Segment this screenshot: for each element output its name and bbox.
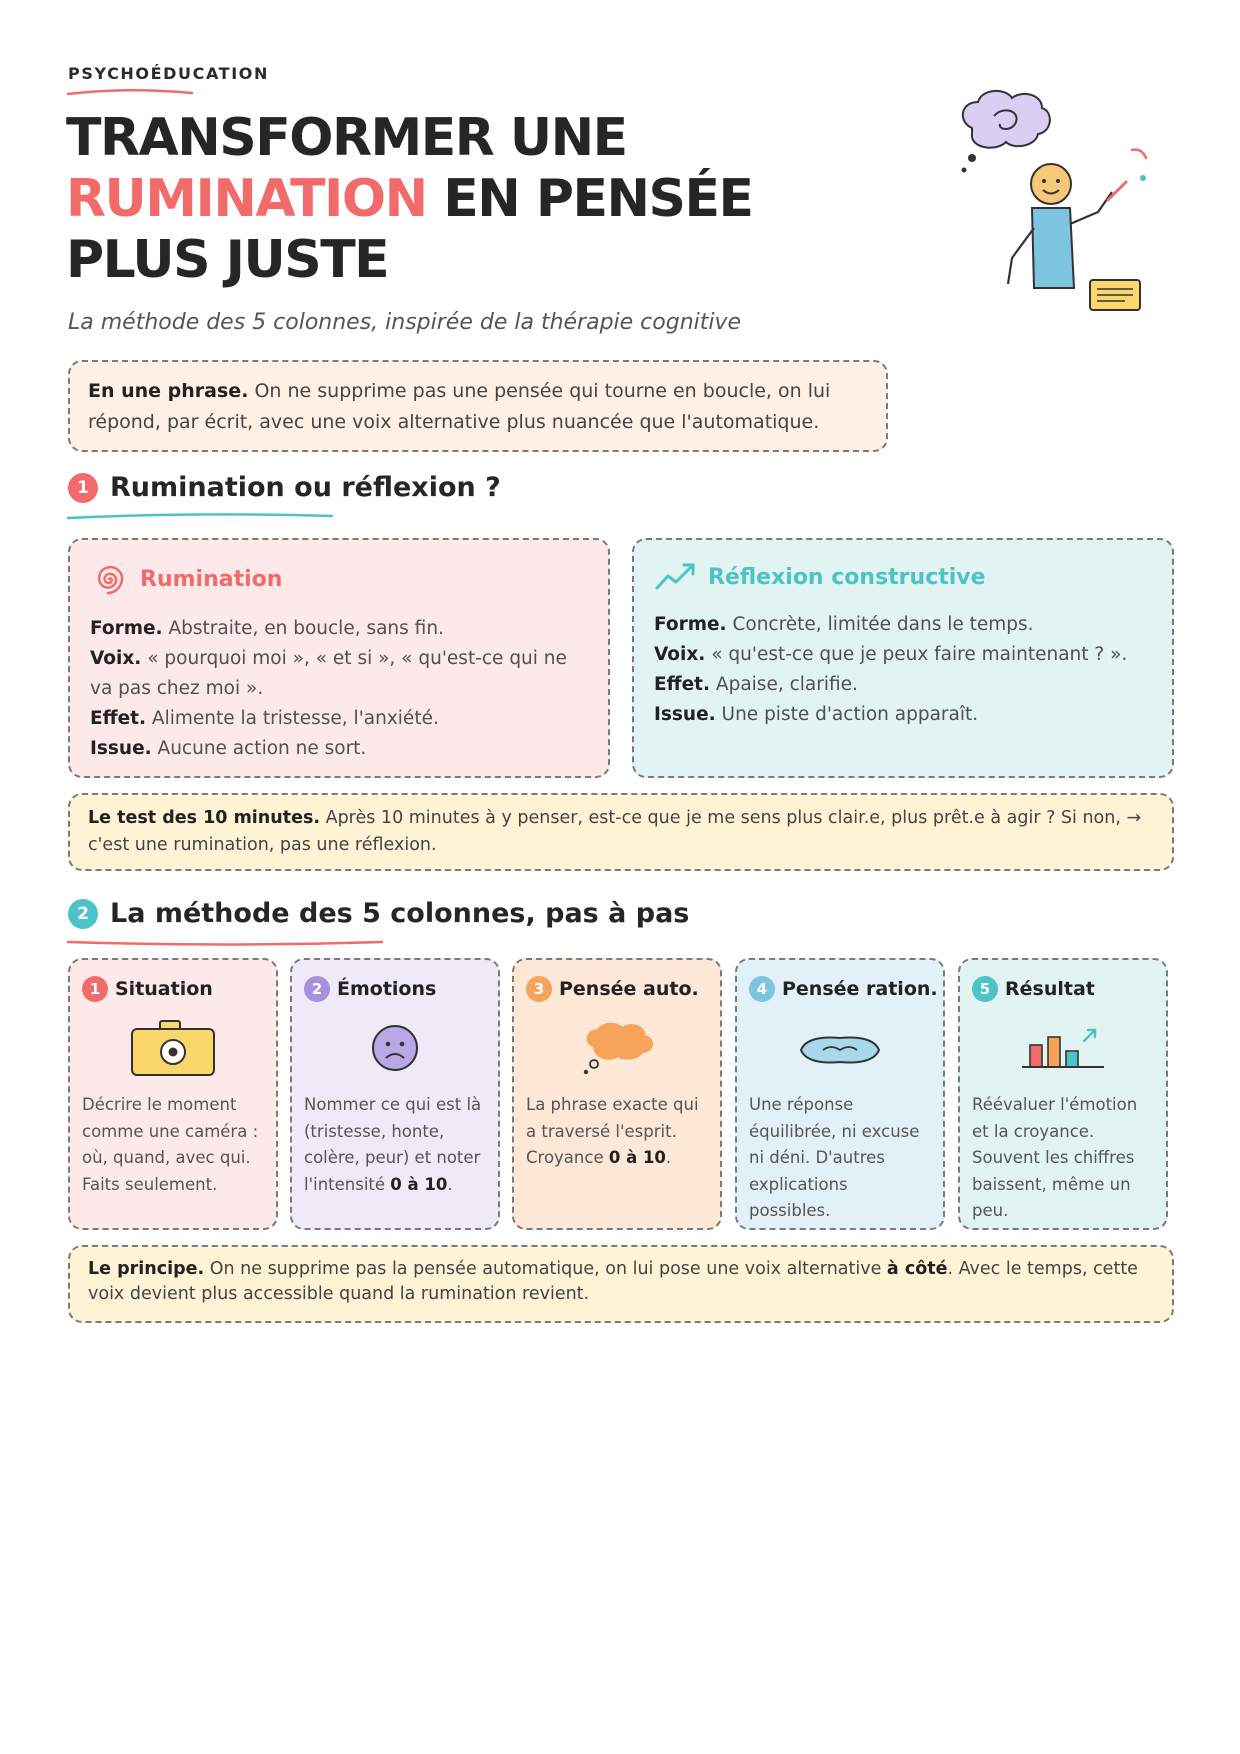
column-icon-wrap (82, 1004, 264, 1092)
column-text (82, 1092, 264, 1198)
title-line-3: PLUS JUSTE (66, 230, 389, 290)
column-number: 5 (972, 976, 998, 1002)
column-text (972, 1092, 1154, 1225)
row-text: « pourquoi moi », « et si », « qu'est-ce qui ne va pas chez moi ». (90, 648, 567, 699)
rumination-row-voix (90, 644, 588, 704)
title-line-1: TRANSFORMER UNE (66, 108, 627, 168)
ten-minute-test-text (88, 805, 1154, 859)
balance-icon (795, 1028, 885, 1068)
row-text: Abstraite, en boucle, sans fin. (162, 618, 444, 639)
column-bold: 0 à 10 (608, 1148, 666, 1167)
column-text (304, 1092, 486, 1198)
rumination-card (68, 538, 610, 778)
column-icon-wrap (749, 1004, 931, 1092)
title-accent-word: RUMINATION (66, 169, 427, 229)
spiral-icon (90, 560, 128, 598)
section-1-heading (68, 472, 501, 503)
column-icon-wrap (526, 1004, 708, 1092)
reflexion-card-header (654, 560, 1152, 594)
section-2-title: La méthode des 5 colonnes, pas à pas (110, 898, 690, 929)
column-number: 3 (526, 976, 552, 1002)
column-number: 1 (82, 976, 108, 1002)
eyebrow-label: PSYCHOÉDUCATION (68, 64, 269, 83)
row-text: Alimente la tristesse, l'anxiété. (146, 708, 439, 729)
column-header (82, 974, 264, 1004)
column-header (972, 974, 1154, 1004)
column-after: . (447, 1174, 453, 1194)
page-title (66, 108, 826, 291)
row-label: Issue. (90, 738, 152, 759)
column-title: Émotions (337, 978, 437, 1000)
row-label: Issue. (654, 704, 716, 725)
column-icon-wrap (304, 1004, 486, 1092)
reflexion-row-forme (654, 610, 1152, 640)
row-text: Une piste d'action apparaît. (715, 704, 979, 725)
column-resultat (958, 958, 1168, 1230)
section-1-underline (66, 512, 336, 522)
section-1-title: Rumination ou réflexion ? (110, 472, 501, 503)
section-1-number: 1 (68, 473, 98, 503)
sad-face-icon (369, 1022, 421, 1074)
rumination-title: Rumination (140, 566, 283, 592)
column-emotions (290, 958, 500, 1230)
column-number: 4 (749, 976, 775, 1002)
column-number: 2 (304, 976, 330, 1002)
rumination-row-issue (90, 734, 588, 764)
column-situation (68, 958, 278, 1230)
column-body: Une réponse équilibrée, ni excuse ni déni. D'autres explications possibles. (749, 1095, 920, 1220)
principle-body: On ne supprime pas la pensée automatique, on lui pose une voix alternative (204, 1259, 887, 1279)
column-header (304, 974, 486, 1004)
trend-up-icon (654, 560, 696, 594)
principle-after: . Avec le temps, cette voix devient plus accessible quand la rumination revient. (88, 1259, 1138, 1304)
title-line-2: EN PENSÉE (426, 169, 753, 229)
row-text: Apaise, clarifie. (710, 674, 858, 695)
summary-body: On ne supprime pas une pensée qui tourne en boucle, on lui répond, par écrit, avec une voix alternative plus nuancée que l'automatique. (88, 380, 831, 433)
summary-lead: En une phrase. (88, 380, 249, 402)
rumination-row-effet (90, 704, 588, 734)
column-title: Situation (115, 978, 213, 1000)
thought-bubble-icon (572, 1018, 662, 1078)
reflexion-row-effet (654, 670, 1152, 700)
column-pensee-auto (512, 958, 722, 1230)
principle-lead: Le principe. (88, 1259, 205, 1279)
principle-box (68, 1245, 1174, 1323)
test-body: Après 10 minutes à y penser, est-ce que je me sens plus clair.e, plus prêt.e à agir ? Si non, → c'est une rumination, pas une réflexion. (88, 808, 1142, 855)
column-header (526, 974, 708, 1004)
column-header (749, 974, 938, 1004)
test-lead: Le test des 10 minutes. (88, 808, 321, 828)
column-body: Nommer ce qui est là (tristesse, honte, colère, peur) et noter l'intensité (304, 1095, 482, 1194)
thinking-person-illustration (950, 88, 1170, 328)
principle-text (88, 1257, 1154, 1307)
thought-cloud-icon (963, 91, 1050, 148)
column-text (526, 1092, 708, 1172)
summary-text (88, 376, 868, 438)
row-text: Aucune action ne sort. (151, 738, 367, 759)
rumination-card-header (90, 560, 588, 598)
column-title: Pensée ration. (782, 978, 938, 1000)
eyebrow-underline (66, 88, 196, 98)
column-after: . (665, 1148, 672, 1167)
camera-icon (128, 1017, 218, 1079)
column-body: Décrire le moment comme une caméra : où, quand, avec qui. Faits seulement. (82, 1095, 259, 1194)
column-title: Résultat (1005, 978, 1095, 1000)
bar-chart-icon (1018, 1023, 1108, 1073)
column-title: Pensée auto. (559, 978, 699, 1000)
reflexion-title: Réflexion constructive (708, 564, 986, 590)
column-icon-wrap (972, 1004, 1154, 1092)
section-2-number: 2 (68, 899, 98, 929)
row-label: Voix. (90, 648, 142, 669)
summary-box (68, 360, 888, 452)
row-label: Forme. (654, 614, 727, 635)
rumination-row-forme (90, 614, 588, 644)
column-pensee-ration (735, 958, 945, 1230)
row-text: Concrète, limitée dans le temps. (726, 614, 1034, 635)
row-label: Voix. (654, 644, 706, 665)
row-label: Effet. (90, 708, 147, 729)
row-label: Effet. (654, 674, 711, 695)
ten-minute-test-box (68, 793, 1174, 871)
reflexion-row-voix (654, 640, 1152, 670)
column-body: Réévaluer l'émotion et la croyance. Souvent les chiffres baissent, même un peu. (972, 1095, 1138, 1220)
row-text: « qu'est-ce que je peux faire maintenant ? ». (705, 644, 1128, 665)
reflexion-row-issue (654, 700, 1152, 730)
page-subtitle: La méthode des 5 colonnes, inspirée de la thérapie cognitive (68, 310, 742, 335)
column-body: La phrase exacte qui a traversé l'esprit. Croyance (526, 1095, 699, 1167)
column-bold: 0 à 10 (390, 1174, 448, 1194)
column-text (749, 1092, 931, 1225)
section-2-underline (66, 938, 386, 948)
row-label: Forme. (90, 618, 163, 639)
section-2-heading (68, 898, 689, 929)
reflexion-card (632, 538, 1174, 778)
principle-bold: à côté (886, 1259, 948, 1279)
